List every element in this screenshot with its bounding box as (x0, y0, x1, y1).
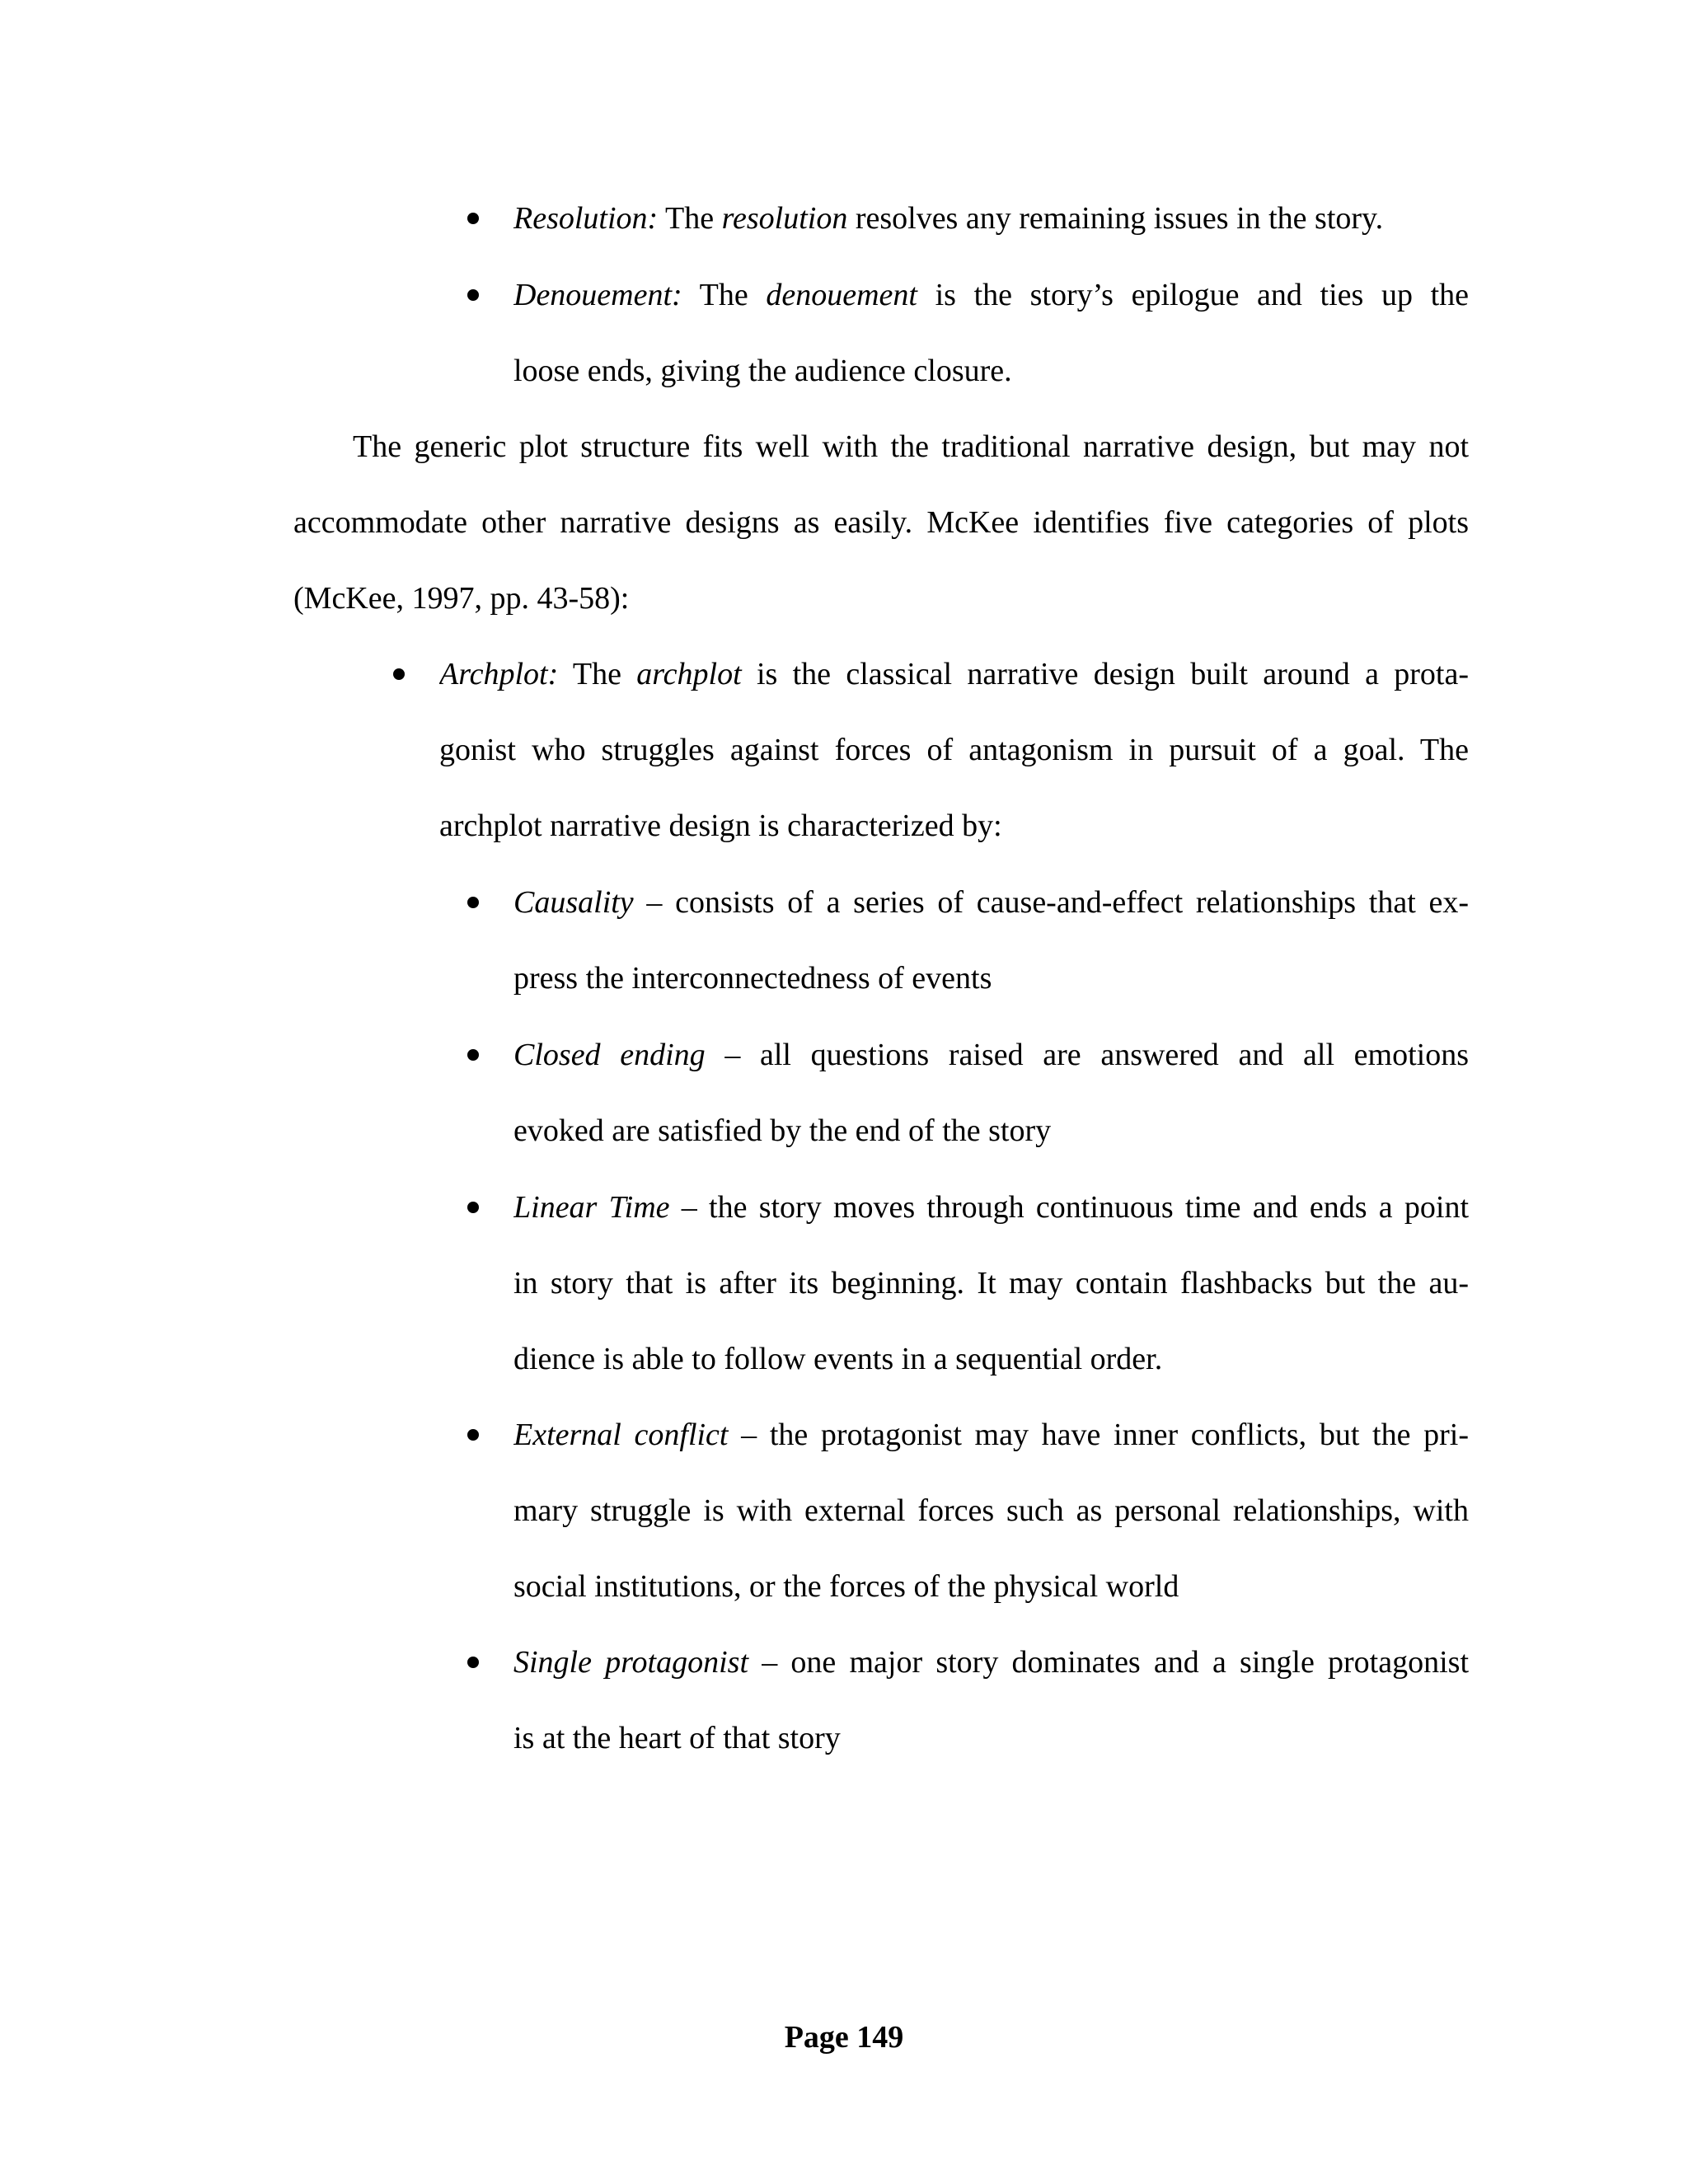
denouement-term: Denouement: (513, 278, 682, 312)
list-item-closed-ending: Closed ending – all questions raised are answered and all emotions (513, 1038, 1469, 1072)
list-item-denouement-cont: loose ends, giving the audience closure. (513, 354, 1012, 388)
external-conflict-line-3: social institutions, or the forces of the physical world (513, 1569, 1179, 1604)
bullet-icon (467, 289, 479, 301)
list-item-archplot: Archplot: The archplot is the classical narrative design built around a prota- (439, 657, 1469, 691)
linear-time-line-3: dience is able to follow events in a sequential order. (513, 1342, 1163, 1376)
external-conflict-line-2: mary struggle is with external forces such as personal relationships, with (513, 1493, 1469, 1528)
paragraph-line-2: accommodate other narrative designs as easily. McKee identifies five categories of plots (293, 505, 1469, 540)
list-item-causality: Causality – consists of a series of cause-and-effect relationships that ex- (513, 885, 1469, 920)
bullet-icon (467, 213, 479, 224)
page-number: Page 149 (784, 2020, 904, 2055)
bullet-icon (467, 1202, 479, 1213)
archplot-line-2: gonist who struggles against forces of antagonism in pursuit of a goal. The (439, 733, 1469, 767)
list-item-single-protagonist: Single protagonist – one major story dominates and a single protagonist (513, 1645, 1469, 1680)
causality-line-2: press the interconnectedness of events (513, 961, 992, 996)
bullet-icon (467, 1049, 479, 1061)
paragraph-line-3: (McKee, 1997, pp. 43-58): (293, 581, 630, 616)
bullet-icon (467, 1429, 479, 1441)
linear-time-line-2: in story that is after its beginning. It may contain flashbacks but the au- (513, 1266, 1469, 1301)
archplot-line-3: archplot narrative design is characterized by: (439, 808, 1002, 843)
list-item-denouement: Denouement: The denouement is the story’s epilogue and ties up the (513, 278, 1469, 312)
bullet-icon (467, 897, 479, 908)
list-item-linear-time: Linear Time – the story moves through continuous time and ends a point (513, 1190, 1469, 1225)
closed-ending-line-2: evoked are satisfied by the end of the story (513, 1113, 1052, 1148)
archplot-term: Archplot: (439, 657, 559, 691)
paragraph-line-1: The generic plot structure fits well with the traditional narrative design, but may not (353, 429, 1469, 464)
list-item-external-conflict: External conflict – the protagonist may have inner conflicts, but the pri- (513, 1418, 1469, 1452)
bullet-icon (467, 1657, 479, 1668)
single-protagonist-line-2: is at the heart of that story (513, 1721, 841, 1755)
list-item-resolution: Resolution: The resolution resolves any remaining issues in the story. (513, 201, 1384, 236)
bullet-icon (393, 668, 405, 680)
resolution-term: Resolution: (513, 201, 659, 236)
